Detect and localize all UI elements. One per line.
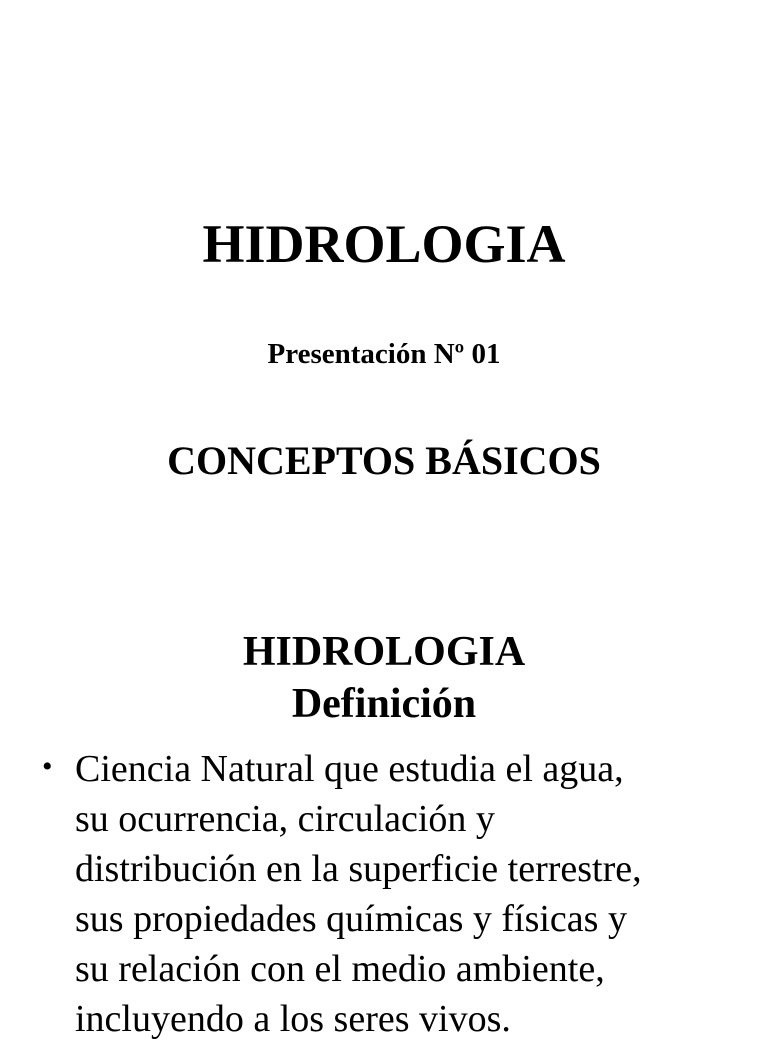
slide-title: HIDROLOGIA bbox=[202, 214, 566, 274]
presentation-number: Presentación Nº 01 bbox=[267, 338, 501, 370]
definition-title-line-2: Definición bbox=[291, 681, 477, 727]
definition-title-line-1: HIDROLOGIA bbox=[242, 629, 526, 675]
bullet-text-line: su ocurrencia, circulación y bbox=[75, 798, 495, 840]
bullet-text-line: incluyendo a los seres vivos. bbox=[75, 998, 511, 1040]
bullet-text-line: Ciencia Natural que estudia el agua, bbox=[75, 748, 624, 790]
bullet-text-line: su relación con el medio ambiente, bbox=[75, 948, 605, 990]
definition-title bbox=[0, 626, 768, 730]
slide-heading: CONCEPTOS BÁSICOS bbox=[167, 438, 601, 483]
bullet-text-line: distribución en la superficie terrestre, bbox=[75, 848, 642, 890]
definition-bullet-list bbox=[0, 744, 768, 1044]
bullet-icon: • bbox=[42, 750, 53, 783]
definition-bullet bbox=[0, 744, 768, 1044]
bullet-text-line: sus propiedades químicas y físicas y bbox=[75, 898, 627, 940]
